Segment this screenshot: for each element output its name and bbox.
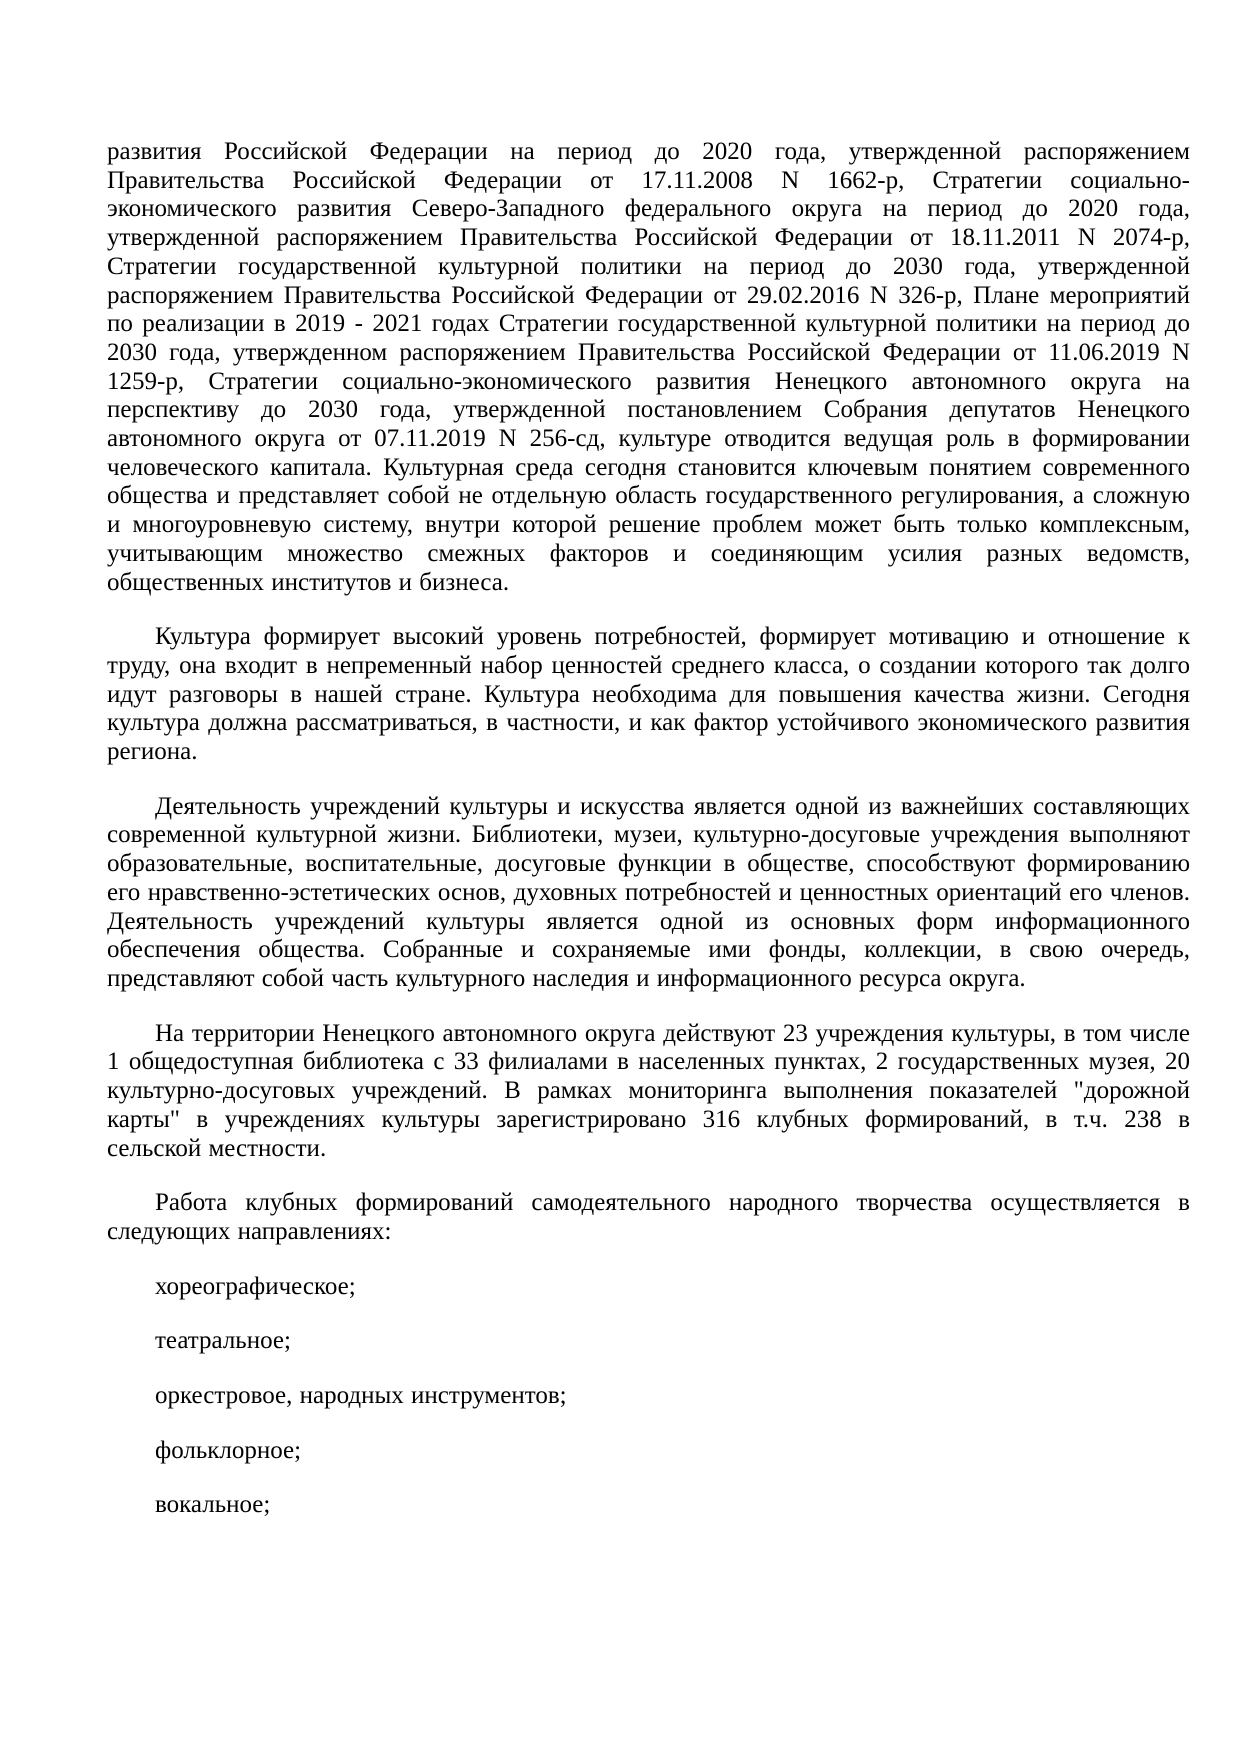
paragraph-strategy-references: развития Российской Федерации на период до 2020 года, утвержденной распоряжением Правительства Российской Федерации от 17.11.2008 N 1662-р, Стратегии социально-экономического развития Северо-Западного федерального округа на период до 2020 года, утвержденной распоряжением Правительства Российской Федерации от 18.11.2011 N 2074-р, Стратегии государственной культурной политики на период до 2030 года, утвержденной распоряжением Правительства Российской Федерации от 29.02.2016 N 326-р, Плане мероприятий по реализации в 2019 - 2021 годах Стратегии государственной культурной политики на период до 2030 года, утвержденном распоряжением Правительства Российской Федерации от 11.06.2019 N 1259-р, Стратегии социально-экономического развития Ненецкого автономного округа на перспективу до 2030 года, утвержденной постановлением Собрания депутатов Ненецкого автономного округа от 07.11.2019 N 256-сд, культуре отводится ведущая роль в формировании человеческого капитала. Культурная среда сегодня становится ключевым понятием современного общества и представляет собой не отдельную область государственного регулирования, а сложную и многоуровневую систему, внутри которой решение проблем может быть только комплексным, учитывающим множество смежных факторов и соединяющим усилия разных ведомств, общественных институтов и бизнеса. [107,138,1190,596]
document-text-block [107,138,1190,1520]
paragraph-club-directions-intro: Работа клубных формирований самодеятельного народного творчества осуществляется в следующих направлениях: [107,1189,1190,1245]
list-item-theatrical: театральное; [155,1327,291,1355]
paragraph-cultural-institutions-role: Деятельность учреждений культуры и искусства является одной из важнейших составляющих современной культурной жизни. Библиотеки, музеи, культурно-досуговые учреждения выполняют образовательные, воспитательные, досуговые функции в обществе, способствуют формированию его нравственно-эстетических основ, духовных потребностей и ценностных ориентаций его членов. Деятельность учреждений культуры является одной из основных форм информационного обеспечения общества. Собранные и сохраняемые ими фонды, коллекции, в свою очередь, представляют собой часть культурного наследия и информационного ресурса округа. [107,792,1190,992]
list-item-vocal: вокальное; [155,1491,271,1519]
paragraph-okrug-statistics: На территории Ненецкого автономного округа действуют 23 учреждения культуры, в том числе 1 общедоступная библиотека с 33 филиалами в населенных пунктах, 2 государственных музея, 20 культурно-досуговых учреждений. В рамках мониторинга выполнения показателей "дорожной карты" в учреждениях культуры зарегистрировано 316 клубных формирований, в т.ч. 238 в сельской местности. [107,1019,1190,1162]
list-item-choreographic: хореографическое; [155,1272,356,1300]
paragraph-culture-values: Культура формирует высокий уровень потребностей, формирует мотивацию и отношение к труду, она входит в непременный набор ценностей среднего класса, о создании которого так долго идут разговоры в нашей стране. Культура необходима для повышения качества жизни. Сегодня культура должна рассматриваться, в частности, и как фактор устойчивого экономического развития региона. [107,623,1190,766]
list-item-folklore: фольклорное; [155,1436,302,1464]
list-item-orchestral-folk-instruments: оркестровое, народных инструментов; [155,1382,567,1410]
